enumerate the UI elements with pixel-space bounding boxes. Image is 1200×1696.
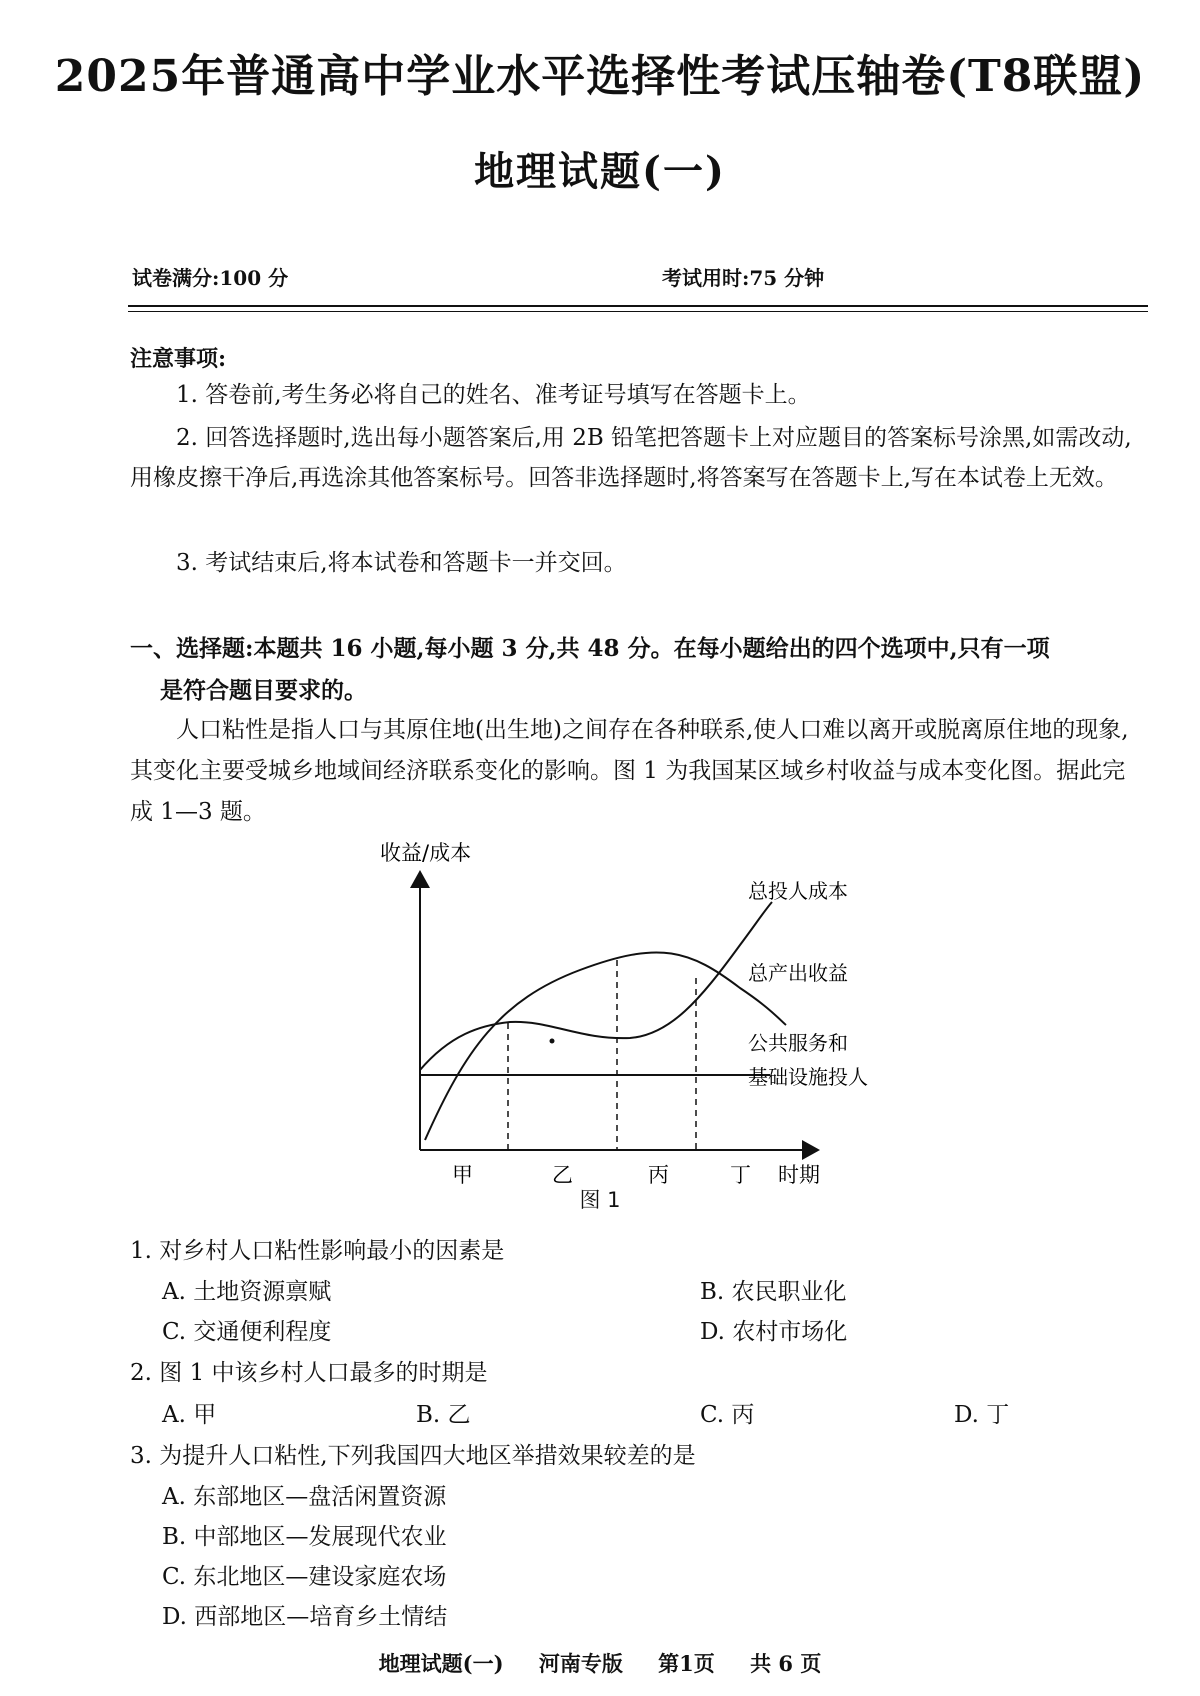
- figure-caption: 图 1: [579, 1188, 621, 1212]
- q1-option-b: B. 农民职业化: [700, 1279, 847, 1305]
- period-label-2: 乙: [552, 1163, 573, 1187]
- q2-option-c: C. 丙: [700, 1402, 755, 1428]
- section-intro: 人口粘性是指人口与其原住地(出生地)之间存在各种联系,使人口难以离开或脱离原住地的现象,其变化主要受城乡地域间经济联系变化的影响。图 1 为我国某区域乡村收益与成本变化图。据此完成 1—3 题。: [130, 717, 1129, 825]
- question-3-stem: 3. 为提升人口粘性,下列我国四大地区举措效果较差的是: [130, 1443, 696, 1469]
- q3-option-d: D. 西部地区—培育乡土情结: [162, 1604, 448, 1630]
- q1-option-a: A. 土地资源禀赋: [162, 1279, 332, 1305]
- q2-option-a: A. 甲: [162, 1402, 217, 1428]
- page-footer: [0, 1648, 1200, 1678]
- question-1-stem: 1. 对乡村人口粘性影响最小的因素是: [130, 1238, 505, 1264]
- output-curve-label: 总产出收益: [748, 961, 848, 985]
- footer-total: 共 6 页: [750, 1651, 822, 1676]
- section-heading-line2: 是符合题目要求的。: [160, 677, 367, 704]
- header-divider-thin: [128, 311, 1148, 312]
- notice-item-1: 1. 答卷前,考生务必将自己的姓名、准考证号填写在答题卡上。: [176, 382, 811, 408]
- notice-item-3: 3. 考试结束后,将本试卷和答题卡一并交回。: [176, 550, 627, 576]
- total-cost-curve: [420, 902, 772, 1070]
- q1-option-d: D. 农村市场化: [700, 1319, 848, 1345]
- footer-page: 第1页: [658, 1651, 715, 1676]
- q3-option-b: B. 中部地区—发展现代农业: [162, 1524, 447, 1550]
- footer-subject: 地理试题(一): [378, 1651, 504, 1676]
- cost-curve-label: 总投人成本: [748, 879, 848, 903]
- exam-time: 考试用时:75 分钟: [662, 266, 825, 290]
- notice-item-2: 2. 回答选择题时,选出每小题答案后,用 2B 铅笔把答题卡上对应题目的答案标号涂黑,如需改动,用橡皮擦干净后,再选涂其他答案标号。回答非选择题时,将答案写在答题卡上,写在本试卷上无效。: [130, 425, 1132, 491]
- question-2-stem: 2. 图 1 中该乡村人口最多的时期是: [130, 1360, 488, 1386]
- section-heading: [130, 628, 1140, 712]
- q2-option-b: B. 乙: [416, 1402, 471, 1428]
- q3-option-a: A. 东部地区—盘活闲置资源: [162, 1484, 447, 1510]
- section-heading-line1: 一、选择题:本题共 16 小题,每小题 3 分,共 48 分。在每小题给出的四个选项中,只有一项: [130, 635, 1050, 662]
- q1-option-c: C. 交通便利程度: [162, 1319, 332, 1345]
- exam-title: 2025年普通高中学业水平选择性考试压轴卷(T8联盟): [54, 51, 1146, 102]
- exam-subtitle: 地理试题(一): [474, 148, 726, 195]
- period-label-1: 甲: [452, 1163, 473, 1187]
- header-divider: [128, 305, 1148, 307]
- q3-option-c: C. 东北地区—建设家庭农场: [162, 1564, 447, 1590]
- footer-edition: 河南专版: [538, 1651, 623, 1676]
- notice-heading: 注意事项:: [130, 346, 227, 372]
- total-output-curve: [425, 952, 786, 1140]
- stray-dot: [550, 1039, 555, 1044]
- q2-option-d: D. 丁: [954, 1402, 1010, 1428]
- y-axis-label: 收益/成本: [380, 841, 472, 865]
- figure-1-chart: [330, 830, 930, 1210]
- full-score: 试卷满分:100 分: [132, 266, 289, 290]
- x-axis-label: 时期: [778, 1163, 820, 1187]
- public-line-label-2: 基础设施投人: [748, 1065, 868, 1089]
- period-label-3: 丙: [648, 1163, 669, 1187]
- public-line-label-1: 公共服务和: [748, 1031, 848, 1055]
- period-label-4: 丁: [730, 1163, 751, 1187]
